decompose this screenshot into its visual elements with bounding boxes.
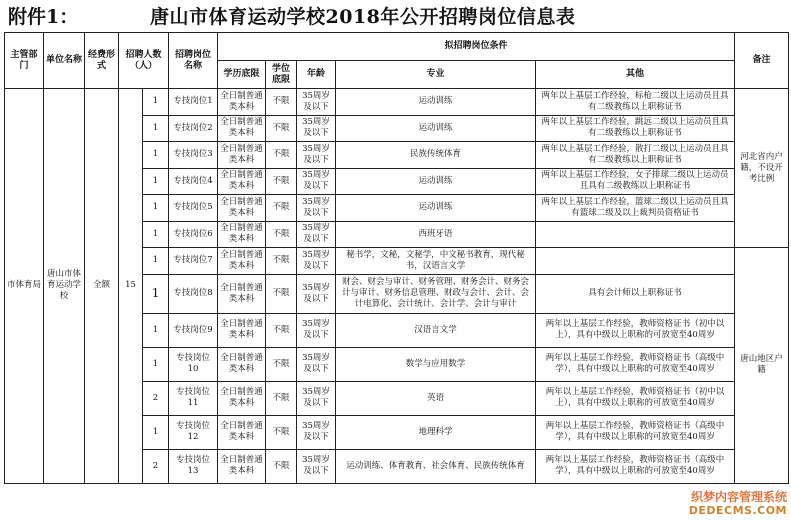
cell-age: 35周岁及以下 [297, 221, 336, 248]
col-age: 年龄 [297, 61, 336, 89]
cell-other: 两年以上基层工作经验，教师资格证书（高级中学），具有中级以上职称的可放宽至40周岁 [536, 415, 735, 449]
cell-degree: 不限 [266, 89, 297, 116]
cell-age: 35周岁及以下 [297, 195, 336, 222]
cell-other [536, 221, 735, 248]
table-row [5, 89, 789, 116]
col-fund: 经费形式 [85, 33, 119, 89]
cell-other [536, 248, 735, 275]
cell-age: 35周岁及以下 [297, 449, 336, 483]
cell-age: 35周岁及以下 [297, 142, 336, 169]
remark-cell-1: 河北省内户籍，不设开考比例 [735, 89, 789, 248]
watermark [689, 491, 787, 517]
cell-edu: 全日制普通类本科 [218, 168, 266, 195]
cell-major: 财会、财会与审计、财务管理、财务会计、财务会计与审计、财务信息管理、财政与会计、会计、会计电算化、会计统计、会计学、会计与审计 [336, 274, 536, 313]
cell-edu: 全日制普通类本科 [218, 248, 266, 275]
cell-major: 地理科学 [336, 415, 536, 449]
document-title: 唐山市体育运动学校2018年公开招聘岗位信息表 [150, 6, 576, 28]
remark-cell-2: 唐山地区户籍 [735, 248, 789, 484]
cell-n: 1 [143, 248, 169, 275]
col-edu: 学历底限 [218, 61, 266, 89]
cell-degree: 不限 [266, 449, 297, 483]
dept-cell: 市体育局 [5, 89, 44, 484]
cell-degree: 不限 [266, 142, 297, 169]
cell-edu: 全日制普通类本科 [218, 274, 266, 313]
cell-edu: 全日制普通类本科 [218, 415, 266, 449]
cell-edu: 全日制普通类本科 [218, 313, 266, 347]
cell-edu: 全日制普通类本科 [218, 449, 266, 483]
cell-major: 数学与应用数学 [336, 347, 536, 381]
cell-post: 专技岗位3 [169, 142, 218, 169]
cell-age: 35周岁及以下 [297, 415, 336, 449]
fund-cell: 全额 [85, 89, 119, 484]
cell-age: 35周岁及以下 [297, 381, 336, 415]
cell-other: 两年以上基层工作经验，跳远二级以上运动员且具有二级教练以上职称证书 [536, 115, 735, 142]
cell-degree: 不限 [266, 248, 297, 275]
cell-major: 西班牙语 [336, 221, 536, 248]
cell-degree: 不限 [266, 221, 297, 248]
cell-n: 2 [143, 449, 169, 483]
col-major: 专业 [336, 61, 536, 89]
cell-post: 专技岗位8 [169, 274, 218, 313]
watermark-line2: DEDECMS.COM [688, 504, 787, 517]
header-row-1 [5, 33, 789, 61]
cell-n: 1 [143, 142, 169, 169]
cell-major: 民族传统体育 [336, 142, 536, 169]
cell-degree: 不限 [266, 415, 297, 449]
col-conditions: 拟招聘岗位条件 [218, 33, 735, 61]
cell-post: 专技岗位1 [169, 89, 218, 116]
cell-age: 35周岁及以下 [297, 313, 336, 347]
cell-post: 专技岗位5 [169, 195, 218, 222]
title-row [0, 0, 791, 30]
cell-age: 35周岁及以下 [297, 274, 336, 313]
cell-n: 2 [143, 381, 169, 415]
cell-post: 专技岗位2 [169, 115, 218, 142]
cell-edu: 全日制普通类本科 [218, 195, 266, 222]
cell-major: 汉语言文学 [336, 313, 536, 347]
cell-edu: 全日制普通类本科 [218, 115, 266, 142]
cell-n: 1 [143, 195, 169, 222]
col-degree: 学位底限 [266, 61, 297, 89]
cell-post: 专技岗位7 [169, 248, 218, 275]
cell-n: 1 [143, 89, 169, 116]
cell-other: 两年以上基层工作经验，教师资格证书（初中以上），具有中级以上职称的可放宽至40周岁 [536, 381, 735, 415]
cell-degree: 不限 [266, 115, 297, 142]
cell-post: 专技岗位13 [169, 449, 218, 483]
col-unit: 单位名称 [44, 33, 85, 89]
col-remark: 备注 [735, 33, 789, 89]
cell-other: 两年以上基层工作经验，女子排球二级以上运动员且具有二级教练以上职称证书 [536, 168, 735, 195]
cell-edu: 全日制普通类本科 [218, 381, 266, 415]
cell-post: 专技岗位4 [169, 168, 218, 195]
cell-edu: 全日制普通类本科 [218, 142, 266, 169]
cell-major: 秘书学，文秘，文秘学，中文秘书教育，现代秘书，汉语言文学 [336, 248, 536, 275]
cell-other: 两年以上基层工作经验，篮球二级以上运动员且具有篮球二级及以上裁判员资格证书 [536, 195, 735, 222]
cell-age: 35周岁及以下 [297, 168, 336, 195]
cell-major: 运动训练 [336, 195, 536, 222]
cell-age: 35周岁及以下 [297, 347, 336, 381]
cell-degree: 不限 [266, 195, 297, 222]
cell-major: 英语 [336, 381, 536, 415]
cell-n: 1 [143, 168, 169, 195]
cell-age: 35周岁及以下 [297, 115, 336, 142]
table-body [5, 89, 789, 484]
cell-age: 35周岁及以下 [297, 248, 336, 275]
cell-post: 专技岗位11 [169, 381, 218, 415]
watermark-line1: 织梦内容管理系统 [690, 490, 787, 504]
cell-other: 两年以上基层工作经验，教师资格证书（高级中学），具有中级以上职称的可放宽至40周岁 [536, 347, 735, 381]
cell-post: 专技岗位6 [169, 221, 218, 248]
cell-n: 1 [143, 221, 169, 248]
cell-degree: 不限 [266, 168, 297, 195]
cell-n: 1 [143, 313, 169, 347]
cell-edu: 全日制普通类本科 [218, 347, 266, 381]
recruitment-table [4, 32, 789, 484]
cell-age: 35周岁及以下 [297, 89, 336, 116]
col-other: 其他 [536, 61, 735, 89]
col-dept: 主管部门 [5, 33, 44, 89]
unit-cell: 唐山市体育运动学校 [44, 89, 85, 484]
col-count: 招聘人数（人） [119, 33, 169, 89]
cell-other: 两年以上基层工作经验，教师资格证书（高级中学），具有中级以上职称的可放宽至40周岁 [536, 449, 735, 483]
cell-other: 具有会计师以上职称证书 [536, 274, 735, 313]
col-post: 招聘岗位名称 [169, 33, 218, 89]
cell-n: 1 [143, 347, 169, 381]
cell-n: 1 [143, 415, 169, 449]
cell-degree: 不限 [266, 347, 297, 381]
cell-degree: 不限 [266, 274, 297, 313]
cell-n: 1 [143, 274, 169, 313]
cell-other: 两年以上基层工作经验，教师资格证书（初中以上），具有中级以上职称的可放宽至40周岁 [536, 313, 735, 347]
cell-degree: 不限 [266, 313, 297, 347]
cell-major: 运动训练、体育教育、社会体育、民族传统体育 [336, 449, 536, 483]
total-cell: 15 [119, 89, 143, 484]
cell-other: 两年以上基层工作经验，散打二级以上运动员且具有二级教练以上职称证书 [536, 142, 735, 169]
cell-n: 1 [143, 115, 169, 142]
cell-edu: 全日制普通类本科 [218, 221, 266, 248]
cell-edu: 全日制普通类本科 [218, 89, 266, 116]
cell-major: 运动训练 [336, 89, 536, 116]
annex-label: 附件1： [8, 6, 79, 28]
cell-post: 专技岗位12 [169, 415, 218, 449]
cell-other: 两年以上基层工作经验，标枪二级以上运动员且具有二级教练以上职称证书 [536, 89, 735, 116]
cell-post: 专技岗位9 [169, 313, 218, 347]
cell-major: 运动训练 [336, 115, 536, 142]
cell-degree: 不限 [266, 381, 297, 415]
cell-major: 运动训练 [336, 168, 536, 195]
cell-post: 专技岗位10 [169, 347, 218, 381]
